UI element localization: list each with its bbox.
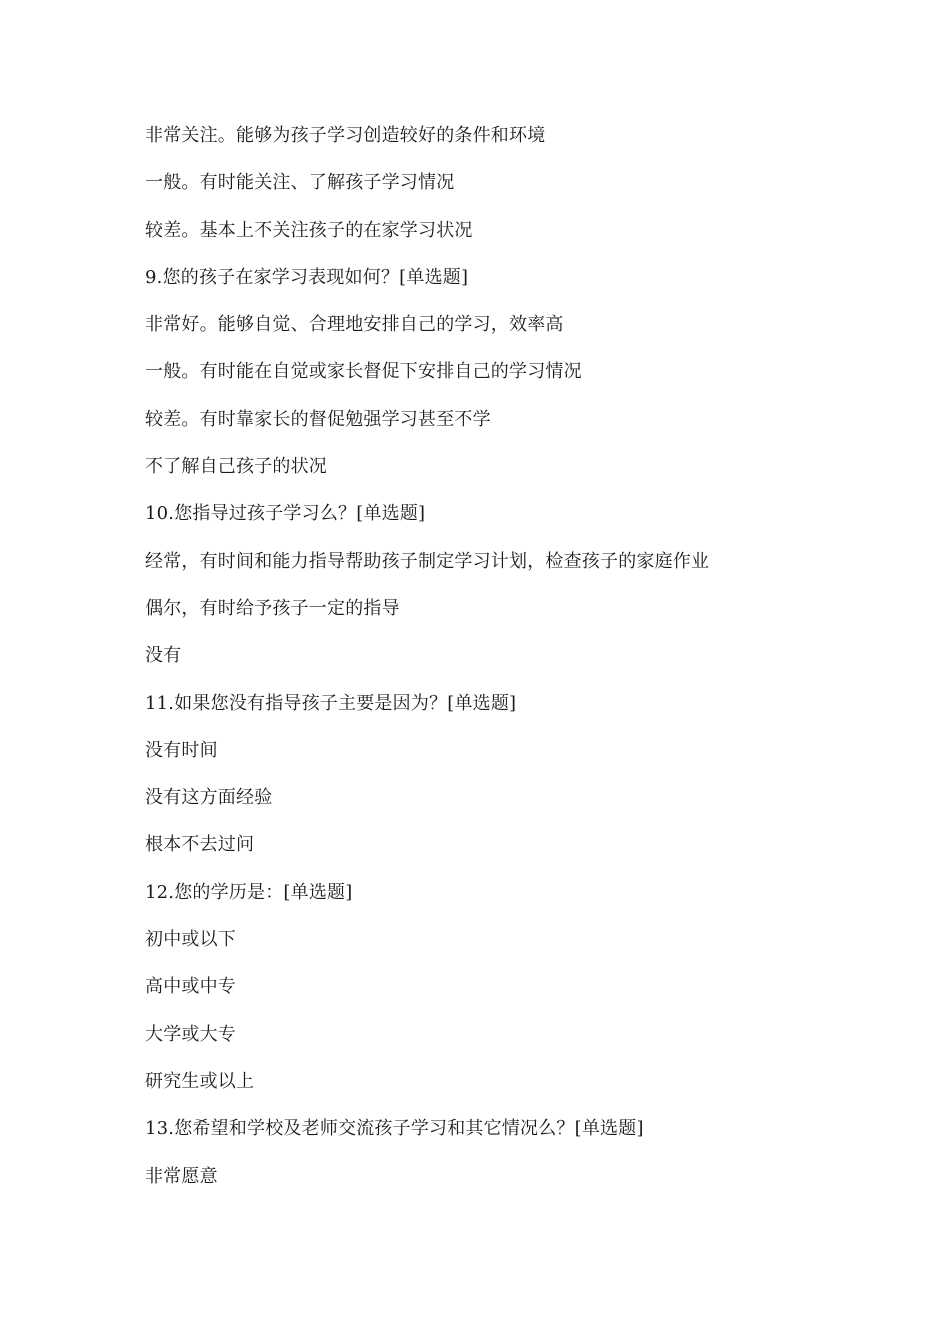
answer-option: 较差。基本上不关注孩子的在家学习状况 xyxy=(145,219,473,241)
survey-text xyxy=(145,124,905,1212)
question-10: 10.您指导过孩子学习么？[单选题] xyxy=(145,503,426,525)
answer-option: 没有 xyxy=(145,645,182,667)
answer-option: 偶尔，有时给予孩子一定的指导 xyxy=(145,597,400,619)
answer-option: 没有时间 xyxy=(145,739,218,761)
question-9: 9.您的孩子在家学习表现如何？[单选题] xyxy=(145,266,469,288)
question-13: 13.您希望和学校及老师交流孩子学习和其它情况么？[单选题] xyxy=(145,1118,644,1140)
question-12: 12.您的学历是：[单选题] xyxy=(145,881,353,903)
question-11: 11.如果您没有指导孩子主要是因为？[单选题] xyxy=(145,692,517,714)
answer-option: 根本不去过问 xyxy=(145,834,255,856)
answer-option: 一般。有时能在自觉或家长督促下安排自己的学习情况 xyxy=(145,361,582,383)
answer-option: 一般。有时能关注、了解孩子学习情况 xyxy=(145,172,455,194)
answer-option: 非常愿意 xyxy=(145,1165,218,1187)
answer-option: 高中或中专 xyxy=(145,976,236,998)
answer-option: 研究生或以上 xyxy=(145,1070,255,1092)
answer-option: 非常好。能够自觉、合理地安排自己的学习，效率高 xyxy=(145,314,564,336)
answer-option: 初中或以下 xyxy=(145,929,236,951)
answer-option: 没有这方面经验 xyxy=(145,787,273,809)
answer-option: 非常关注。能够为孩子学习创造较好的条件和环境 xyxy=(145,125,546,146)
answer-option: 不了解自己孩子的状况 xyxy=(145,456,327,478)
answer-option: 大学或大专 xyxy=(145,1023,236,1045)
answer-option: 经常，有时间和能力指导帮助孩子制定学习计划，检查孩子的家庭作业 xyxy=(145,550,710,572)
answer-option: 较差。有时靠家长的督促勉强学习甚至不学 xyxy=(145,408,491,430)
